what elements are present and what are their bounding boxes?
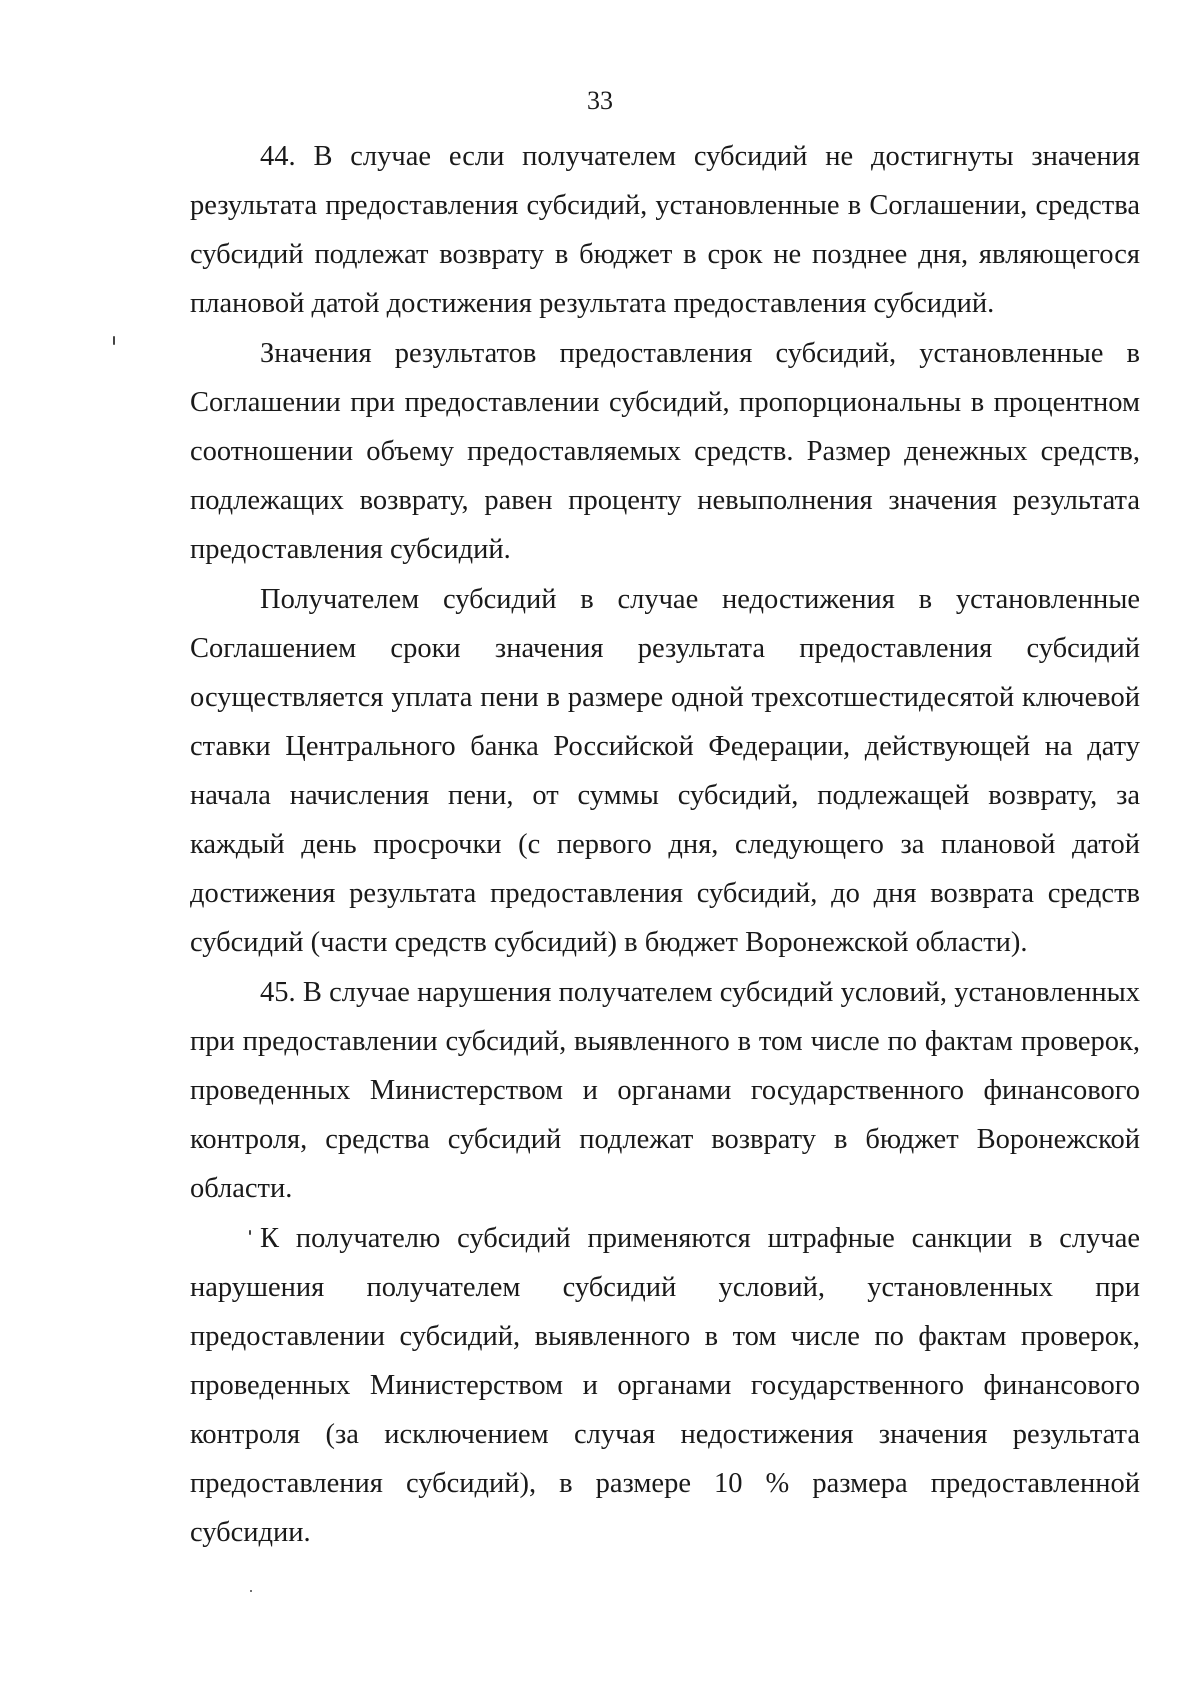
paragraph-item-45: 45. В случае нарушения получателем субсидий условий, установленных при предоставлении субсидий, выявленного в том числе по фактам проверок, проведенных Министерством и органами государственного финансового контроля, средства субсидий подлежат возврату в бюджет Воронежской области. — [190, 977, 1140, 1204]
paragraph-fines: К получателю субсидий применяются штрафные санкции в случае нарушения получателем субсидий условий, установленных при предоставлении субсидий, выявленного в том числе по фактам проверок, проведенных Министерством и органами государственного финансового контроля (за исключением случая недостижения значения результата предоставления субсидий), в размере 10 % размера предоставленной субсидии. — [190, 1223, 1140, 1548]
paragraph-penalty: Получателем субсидий в случае недостижения в установленные Соглашением сроки значения результата предоставления субсидий осуществляется уплата пени в размере одной трехсотшестидесятой ключевой ставки Центрального банка Российской Федерации, действующей на дату начала начисления пени, от суммы субсидий, подлежащей возврату, за каждый день просрочки (с первого дня, следующего за плановой датой достижения результата предоставления субсидий, до дня возврата средств субсидий (части средств субсидий) в бюджет Воронежской области). — [190, 584, 1140, 958]
paragraph-item-44: 44. В случае если получателем субсидий не достигнуты значения результата предоставления субсидий, установленные в Соглашении, средства субсидий подлежат возврату в бюджет в срок не позднее дня, являющегося плановой датой достижения результата предоставления субсидий. — [190, 141, 1140, 319]
scan-speck — [250, 1590, 252, 1592]
scan-speck — [113, 336, 115, 345]
scan-speck — [249, 1230, 251, 1235]
paragraph-result-values: Значения результатов предоставления субсидий, установленные в Соглашении при предоставлении субсидий, пропорциональны в процентном соотношении объему предоставляемых средств. Размер денежных средств, подлежащих возврату, равен проценту невыполнения значения результата предоставления субсидий. — [190, 338, 1140, 565]
page-number: 33 — [587, 86, 613, 115]
document-body — [190, 132, 1140, 1557]
